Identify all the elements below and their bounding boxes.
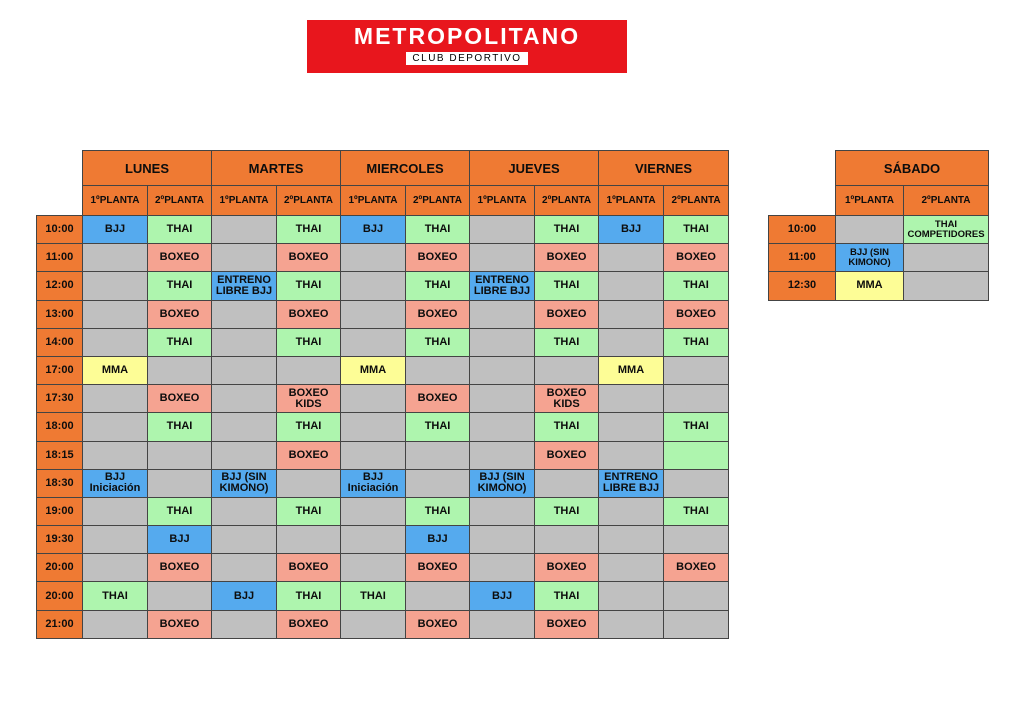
time-slot-label: 10:00 (37, 216, 83, 244)
class-cell: BOXEO (277, 441, 341, 469)
class-cell: THAI (148, 272, 212, 300)
class-cell: THAI (664, 216, 729, 244)
class-cell (341, 526, 406, 554)
time-slot-label: 18:15 (37, 441, 83, 469)
class-cell: BOXEO (148, 385, 212, 413)
weekdays-row (37, 582, 729, 610)
weekdays-row (37, 441, 729, 469)
class-cell (83, 554, 148, 582)
class-cell: THAI (277, 328, 341, 356)
weekday-schedule-table (36, 150, 729, 639)
class-cell (341, 300, 406, 328)
class-cell (599, 413, 664, 441)
class-cell (470, 300, 535, 328)
floor-header: 1ºPLANTA (470, 186, 535, 216)
weekdays-row (37, 385, 729, 413)
class-cell (599, 244, 664, 272)
class-cell (341, 610, 406, 638)
class-cell: BOXEO (535, 244, 599, 272)
class-cell (148, 582, 212, 610)
weekdays-row (37, 272, 729, 300)
time-slot-label: 18:30 (37, 469, 83, 497)
class-cell: BOXEO (406, 610, 470, 638)
class-cell: BOXEO (277, 610, 341, 638)
class-cell: BOXEO KIDS (277, 385, 341, 413)
class-cell (277, 356, 341, 384)
class-cell (83, 610, 148, 638)
weekdays-row (37, 356, 729, 384)
class-cell: BOXEO (664, 244, 729, 272)
class-cell (277, 469, 341, 497)
floor-header: 1ºPLANTA (341, 186, 406, 216)
class-cell: BJJ Iniciación (341, 469, 406, 497)
class-cell: MMA (599, 356, 664, 384)
floor-header: 1ºPLANTA (83, 186, 148, 216)
time-slot-label: 17:00 (37, 356, 83, 384)
weekdays-row (37, 469, 729, 497)
class-cell (406, 356, 470, 384)
floor-header: 2ºPLANTA (148, 186, 212, 216)
class-cell: BJJ Iniciación (83, 469, 148, 497)
class-cell: BJJ (599, 216, 664, 244)
floor-header: 2ºPLANTA (277, 186, 341, 216)
day-header-jueves: JUEVES (470, 151, 599, 186)
class-cell (599, 385, 664, 413)
class-cell: MMA (341, 356, 406, 384)
class-cell (664, 582, 729, 610)
class-cell (212, 300, 277, 328)
class-cell (599, 300, 664, 328)
class-cell: ENTRENO LIBRE BJJ (470, 272, 535, 300)
class-cell: BOXEO (406, 300, 470, 328)
class-cell: BJJ (470, 582, 535, 610)
class-cell (470, 554, 535, 582)
class-cell (664, 441, 729, 469)
class-cell (470, 328, 535, 356)
day-header-lunes: LUNES (83, 151, 212, 186)
class-cell: BOXEO (664, 300, 729, 328)
class-cell: THAI (664, 272, 729, 300)
class-cell (83, 272, 148, 300)
class-cell (83, 413, 148, 441)
day-header-sabado: SÁBADO (836, 151, 989, 186)
class-cell: THAI (277, 413, 341, 441)
time-slot-label: 19:00 (37, 497, 83, 525)
day-header-viernes: VIERNES (599, 151, 729, 186)
class-cell (83, 328, 148, 356)
class-cell (406, 582, 470, 610)
corner-cell (769, 186, 836, 216)
class-cell (406, 469, 470, 497)
class-cell (83, 300, 148, 328)
class-cell (470, 497, 535, 525)
class-cell (599, 328, 664, 356)
class-cell: MMA (83, 356, 148, 384)
weekday-schedule-body (37, 216, 729, 639)
class-cell: BOXEO (535, 300, 599, 328)
class-cell: THAI (664, 413, 729, 441)
class-cell (83, 497, 148, 525)
saturday-schedule-table (768, 150, 989, 301)
corner-cell (769, 151, 836, 186)
corner-cell (37, 151, 83, 186)
class-cell (599, 526, 664, 554)
time-slot-label: 13:00 (37, 300, 83, 328)
class-cell (212, 385, 277, 413)
class-cell (535, 526, 599, 554)
class-cell (212, 413, 277, 441)
class-cell: BOXEO (277, 300, 341, 328)
class-cell (664, 610, 729, 638)
class-cell (341, 441, 406, 469)
class-cell (664, 385, 729, 413)
class-cell (148, 356, 212, 384)
class-cell: BOXEO (535, 441, 599, 469)
class-cell (341, 497, 406, 525)
class-cell: BOXEO (277, 554, 341, 582)
class-cell (341, 244, 406, 272)
class-cell: BOXEO (277, 244, 341, 272)
class-cell: THAI (535, 497, 599, 525)
weekdays-row (37, 554, 729, 582)
floor-header: 2ºPLANTA (664, 186, 729, 216)
class-cell: BJJ (83, 216, 148, 244)
class-cell (83, 385, 148, 413)
weekdays-row (37, 497, 729, 525)
class-cell: BOXEO (664, 554, 729, 582)
class-cell: THAI (277, 582, 341, 610)
class-cell: THAI (148, 497, 212, 525)
class-cell: BOXEO (406, 385, 470, 413)
weekdays-row (37, 216, 729, 244)
class-cell (212, 356, 277, 384)
class-cell: THAI (406, 216, 470, 244)
class-cell (212, 441, 277, 469)
class-cell (148, 469, 212, 497)
time-slot-label: 12:30 (769, 272, 836, 300)
logo-subtitle: CLUB DEPORTIVO (406, 52, 527, 65)
class-cell: THAI (277, 497, 341, 525)
class-cell: THAI (664, 328, 729, 356)
time-slot-label: 19:30 (37, 526, 83, 554)
class-cell: BOXEO (535, 610, 599, 638)
time-slot-label: 10:00 (769, 216, 836, 244)
class-cell (406, 441, 470, 469)
weekdays-row (37, 300, 729, 328)
saturday-row (769, 216, 989, 244)
class-cell (212, 554, 277, 582)
floor-header: 2ºPLANTA (406, 186, 470, 216)
class-cell (535, 469, 599, 497)
time-slot-label: 18:00 (37, 413, 83, 441)
class-cell: ENTRENO LIBRE BJJ (212, 272, 277, 300)
class-cell: THAI (406, 272, 470, 300)
class-cell (470, 610, 535, 638)
saturday-row (769, 244, 989, 272)
weekdays-row (37, 610, 729, 638)
class-cell (599, 554, 664, 582)
class-cell (470, 216, 535, 244)
class-cell (341, 272, 406, 300)
class-cell: THAI (535, 328, 599, 356)
class-cell (599, 272, 664, 300)
class-cell: BOXEO (535, 554, 599, 582)
weekdays-row (37, 328, 729, 356)
class-cell: THAI (277, 272, 341, 300)
class-cell (470, 441, 535, 469)
class-cell (535, 356, 599, 384)
class-cell: BJJ (212, 582, 277, 610)
class-cell: THAI (535, 413, 599, 441)
time-slot-label: 21:00 (37, 610, 83, 638)
floor-header: 1ºPLANTA (599, 186, 664, 216)
class-cell (904, 244, 989, 272)
class-cell: BOXEO (406, 554, 470, 582)
class-cell: BJJ (148, 526, 212, 554)
class-cell: THAI (148, 413, 212, 441)
time-slot-label: 11:00 (769, 244, 836, 272)
class-cell: BOXEO (148, 300, 212, 328)
time-slot-label: 20:00 (37, 582, 83, 610)
class-cell: THAI COMPETIDORES (904, 216, 989, 244)
floor-header: 1ºPLANTA (212, 186, 277, 216)
class-cell: THAI (277, 216, 341, 244)
weekdays-row (37, 244, 729, 272)
class-cell (212, 497, 277, 525)
class-cell (599, 582, 664, 610)
class-cell (148, 441, 212, 469)
class-cell (212, 328, 277, 356)
time-slot-label: 11:00 (37, 244, 83, 272)
class-cell: BJJ (406, 526, 470, 554)
class-cell: THAI (664, 497, 729, 525)
class-cell: THAI (406, 413, 470, 441)
class-cell: BJJ (SIN KIMONO) (470, 469, 535, 497)
class-cell: BOXEO (406, 244, 470, 272)
time-slot-label: 12:00 (37, 272, 83, 300)
class-cell (341, 328, 406, 356)
floor-header: 2ºPLANTA (904, 186, 989, 216)
class-cell: THAI (341, 582, 406, 610)
class-cell (664, 469, 729, 497)
class-cell (470, 356, 535, 384)
time-slot-label: 20:00 (37, 554, 83, 582)
class-cell: THAI (148, 328, 212, 356)
weekdays-row (37, 526, 729, 554)
class-cell: THAI (83, 582, 148, 610)
class-cell: MMA (836, 272, 904, 300)
class-cell: BOXEO (148, 610, 212, 638)
class-cell (277, 526, 341, 554)
logo-title: METROPOLITANO (353, 23, 581, 49)
class-cell (212, 610, 277, 638)
class-cell (212, 526, 277, 554)
saturday-row (769, 272, 989, 300)
floor-header: 2ºPLANTA (535, 186, 599, 216)
day-header-martes: MARTES (212, 151, 341, 186)
class-cell (341, 554, 406, 582)
class-cell (83, 441, 148, 469)
class-cell (599, 441, 664, 469)
class-cell (836, 216, 904, 244)
class-cell: BOXEO KIDS (535, 385, 599, 413)
class-cell: ENTRENO LIBRE BJJ (599, 469, 664, 497)
floor-header: 1ºPLANTA (836, 186, 904, 216)
class-cell: THAI (535, 216, 599, 244)
class-cell: THAI (406, 328, 470, 356)
class-cell (470, 244, 535, 272)
class-cell (341, 385, 406, 413)
class-cell (83, 526, 148, 554)
day-header-miercoles: MIERCOLES (341, 151, 470, 186)
class-cell (470, 526, 535, 554)
class-cell (212, 216, 277, 244)
corner-cell (37, 186, 83, 216)
class-cell (599, 497, 664, 525)
class-cell (664, 526, 729, 554)
class-cell: BJJ (341, 216, 406, 244)
class-cell: THAI (148, 216, 212, 244)
class-cell: BJJ (SIN KIMONO) (212, 469, 277, 497)
time-slot-label: 17:30 (37, 385, 83, 413)
class-cell: BOXEO (148, 554, 212, 582)
weekdays-row (37, 413, 729, 441)
class-cell (470, 413, 535, 441)
saturday-schedule-body (769, 216, 989, 301)
club-logo (307, 20, 627, 73)
class-cell: THAI (535, 272, 599, 300)
class-cell: THAI (406, 497, 470, 525)
class-cell (212, 244, 277, 272)
class-cell (904, 272, 989, 300)
class-cell (83, 244, 148, 272)
class-cell (470, 385, 535, 413)
class-cell (341, 413, 406, 441)
class-cell (664, 356, 729, 384)
time-slot-label: 14:00 (37, 328, 83, 356)
class-cell: THAI (535, 582, 599, 610)
class-cell: BJJ (SIN KIMONO) (836, 244, 904, 272)
class-cell: BOXEO (148, 244, 212, 272)
class-cell (599, 610, 664, 638)
